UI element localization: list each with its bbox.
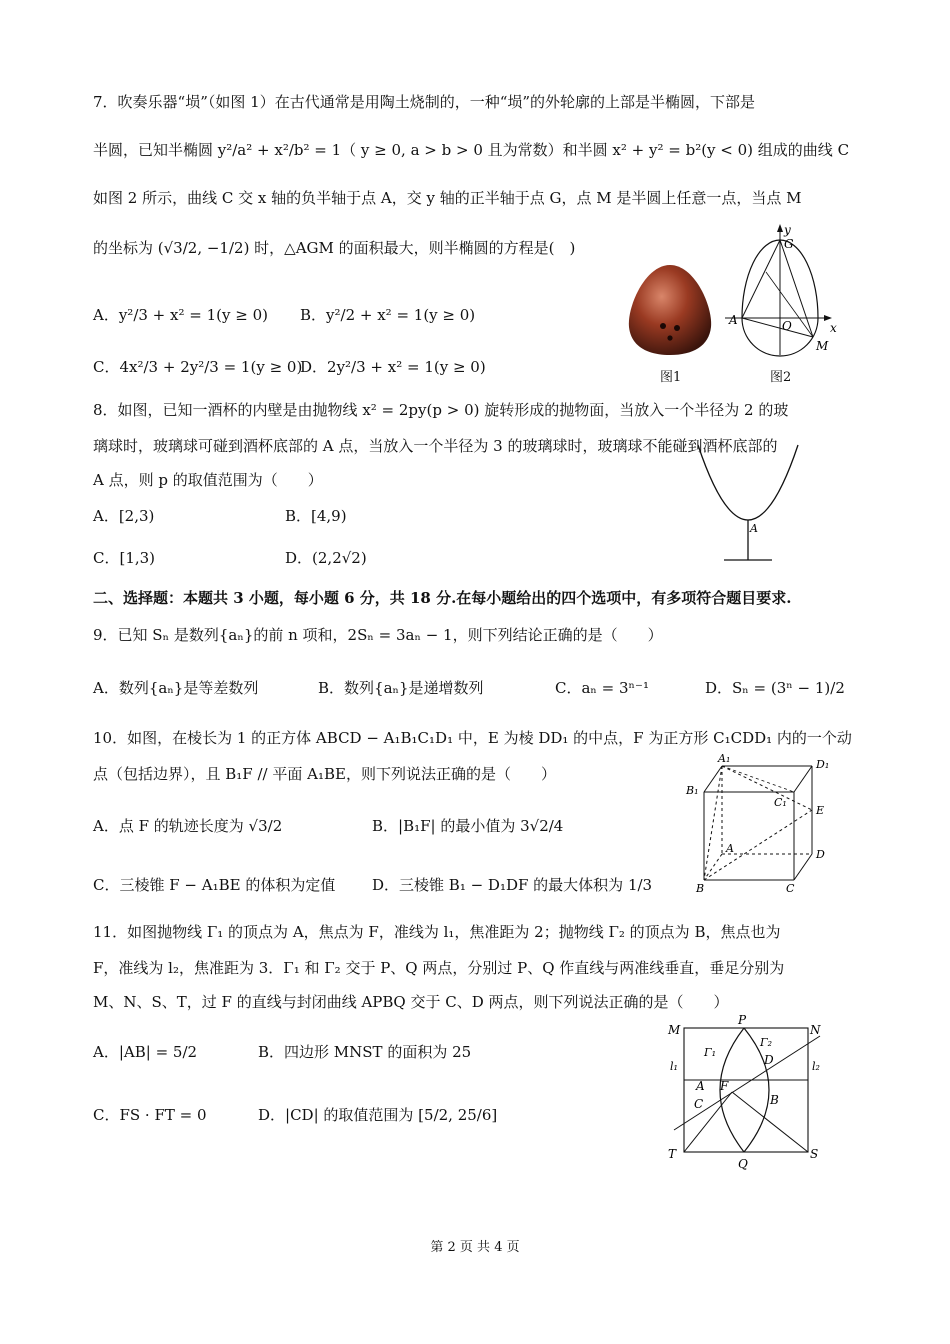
label-c: C — [694, 1097, 704, 1111]
label-q: Q — [738, 1157, 748, 1171]
q8-option-b: B．[4,9) — [285, 507, 347, 525]
label-a: A — [696, 1079, 705, 1093]
xun-body — [629, 265, 711, 355]
label-s: S — [810, 1147, 819, 1161]
label-d1: D₁ — [816, 758, 830, 771]
q8-option-d: D．(2,2√2) — [285, 549, 367, 567]
label-a: A — [726, 842, 734, 855]
xun-instrument-figure — [625, 262, 715, 357]
segment-ag — [742, 240, 780, 318]
line-tf — [684, 1092, 732, 1152]
label-m: M — [668, 1023, 681, 1037]
label-a: A — [750, 522, 758, 535]
q10-option-b: B．|B₁F| 的最小值为 3√2/4 — [372, 817, 564, 835]
label-l2: l₂ — [812, 1060, 820, 1073]
parabola-cup — [698, 445, 798, 520]
edge-ab — [704, 854, 722, 880]
q11-line1: 11．如图抛物线 Γ₁ 的顶点为 A，焦点为 F，准线为 l₁，焦准距为 2；抛物线 Γ₂ 的顶点为 B，焦点也为 — [93, 923, 781, 941]
label-m: M — [816, 339, 829, 353]
xun-hole — [660, 323, 666, 329]
label-t: T — [668, 1147, 677, 1161]
cube-figure — [682, 752, 842, 897]
q8-line2: 璃球时，玻璃球可碰到酒杯底部的 A 点，当放入一个半径为 3 的玻璃球时，玻璃球不能碰到酒杯底部的 — [93, 437, 778, 455]
line-be — [704, 810, 812, 880]
q7-option-b: B．y²/2 + x² = 1(y ≥ 0) — [300, 306, 476, 324]
q9-option-c: C．aₙ = 3ⁿ⁻¹ — [555, 679, 649, 697]
y-axis-arrow — [777, 224, 783, 232]
label-l1: l₁ — [670, 1060, 678, 1073]
q11-option-a: A．|AB| = 5/2 — [93, 1043, 198, 1061]
xun-hole — [667, 335, 672, 340]
label-a: A — [729, 313, 738, 327]
label-g: G — [784, 237, 794, 251]
q8-option-c: C．[1,3) — [93, 549, 156, 567]
q10-option-a: A．点 F 的轨迹长度为 √3/2 — [93, 817, 283, 835]
page-footer: 第 2 页 共 4 页 — [430, 1240, 520, 1255]
q7-line2: 半圆，已知半椭圆 y²/a² + x²/b² = 1（ y ≥ 0, a > b > 0 且为常数）和半圆 x² + y² = b²(y < 0) 组成的曲线 C — [93, 141, 850, 159]
q11-line3: M、N、S、T，过 F 的直线与封闭曲线 APBQ 交于 C、D 两点，则下列说法正确的是（ ） — [93, 993, 729, 1011]
label-f: F — [720, 1079, 729, 1093]
label-x: x — [830, 321, 837, 335]
q11-option-c: C．FS · FT = 0 — [93, 1106, 207, 1124]
figure-1-caption: 图1 — [660, 370, 682, 385]
xun-hole — [674, 325, 680, 331]
label-d: D — [764, 1053, 774, 1067]
label-gamma1: Γ₁ — [704, 1046, 717, 1059]
q8-option-a: A．[2,3) — [93, 507, 155, 525]
q7-option-a: A．y²/3 + x² = 1(y ≥ 0) — [93, 306, 268, 324]
label-c1: C₁ — [774, 796, 787, 809]
q7-option-d: D．2y²/3 + x² = 1(y ≥ 0) — [300, 358, 486, 376]
q9-option-d: D．Sₙ = (3ⁿ − 1)/2 — [705, 679, 845, 697]
q10-option-c: C．三棱锥 F − A₁BE 的体积为定值 — [93, 876, 336, 894]
label-b1: B₁ — [686, 784, 699, 797]
line-a1b — [704, 766, 722, 880]
q8-line1: 8．如图，已知一酒杯的内壁是由抛物线 x² = 2py(p > 0) 旋转形成的抛物面，当放入一个半径为 2 的玻 — [93, 401, 789, 419]
q11-line2: F，准线为 l₂，焦准距为 3．Γ₁ 和 Γ₂ 交于 P、Q 两点，分别过 P、Q 作直线与两准线垂直，垂足分别为 — [93, 959, 785, 977]
label-b: B — [696, 882, 705, 895]
q7-line3: 如图 2 所示，曲线 C 交 x 轴的负半轴于点 A，交 y 轴的正半轴于点 G，点 M 是半圆上任意一点，当点 M — [93, 189, 802, 207]
edge-d1c1 — [794, 766, 812, 792]
q10-option-d: D．三棱锥 B₁ − D₁DF 的最大体积为 1/3 — [372, 876, 653, 894]
curve-c-figure — [720, 220, 845, 360]
parabolas-figure — [660, 1012, 835, 1172]
label-gamma2: Γ₂ — [760, 1036, 773, 1049]
edge-dc — [794, 854, 812, 880]
q10-line2: 点（包括边界），且 B₁F // 平面 A₁BE，则下列说法正确的是（ ） — [93, 765, 556, 783]
q11-option-d: D．|CD| 的取值范围为 [5/2, 25/6] — [258, 1106, 498, 1124]
q10-line1: 10．如图，在棱长为 1 的正方体 ABCD − A₁B₁C₁D₁ 中，E 为棱 DD₁ 的中点，F 为正方形 C₁CDD₁ 内的一个动 — [93, 729, 852, 747]
q7-line1: 7．吹奏乐器“埙”（如图 1）在古代通常是用陶土烧制的，一种“埙”的外轮廓的上部是半椭圆，下部是 — [93, 93, 756, 111]
label-o: O — [782, 319, 792, 333]
edge-a1b1 — [704, 766, 722, 792]
label-e: E — [816, 804, 825, 817]
q9-line1: 9．已知 Sₙ 是数列{aₙ}的前 n 项和，2Sₙ = 3aₙ − 1，则下列结论正确的是（ ） — [93, 626, 663, 644]
label-p: P — [738, 1013, 747, 1027]
section-2-heading: 二、选择题：本题共 3 小题，每小题 6 分，共 18 分.在每小题给出的四个选项中，有多项符合题目要求. — [93, 589, 792, 607]
label-b: B — [770, 1093, 779, 1107]
q9-option-a: A．数列{aₙ}是等差数列 — [93, 679, 259, 697]
q7-option-c: C．4x²/3 + 2y²/3 = 1(y ≥ 0) — [93, 358, 303, 376]
wine-glass-figure — [690, 440, 810, 570]
label-d: D — [816, 848, 825, 861]
figure-2-caption: 图2 — [770, 370, 792, 385]
label-n: N — [810, 1023, 821, 1037]
line-a1e — [722, 766, 812, 810]
q9-option-b: B．数列{aₙ}是递增数列 — [318, 679, 484, 697]
q8-line3: A 点，则 p 的取值范围为（ ） — [93, 471, 323, 489]
label-c: C — [786, 882, 795, 895]
segment-am — [742, 318, 813, 337]
label-y: y — [784, 223, 791, 237]
line-a1c1 — [722, 766, 794, 792]
label-a1: A₁ — [718, 752, 731, 765]
q11-option-b: B．四边形 MNST 的面积为 25 — [258, 1043, 472, 1061]
q7-line4: 的坐标为 (√3/2, −1/2) 时，△AGM 的面积最大，则半椭圆的方程是( ) — [93, 239, 576, 257]
